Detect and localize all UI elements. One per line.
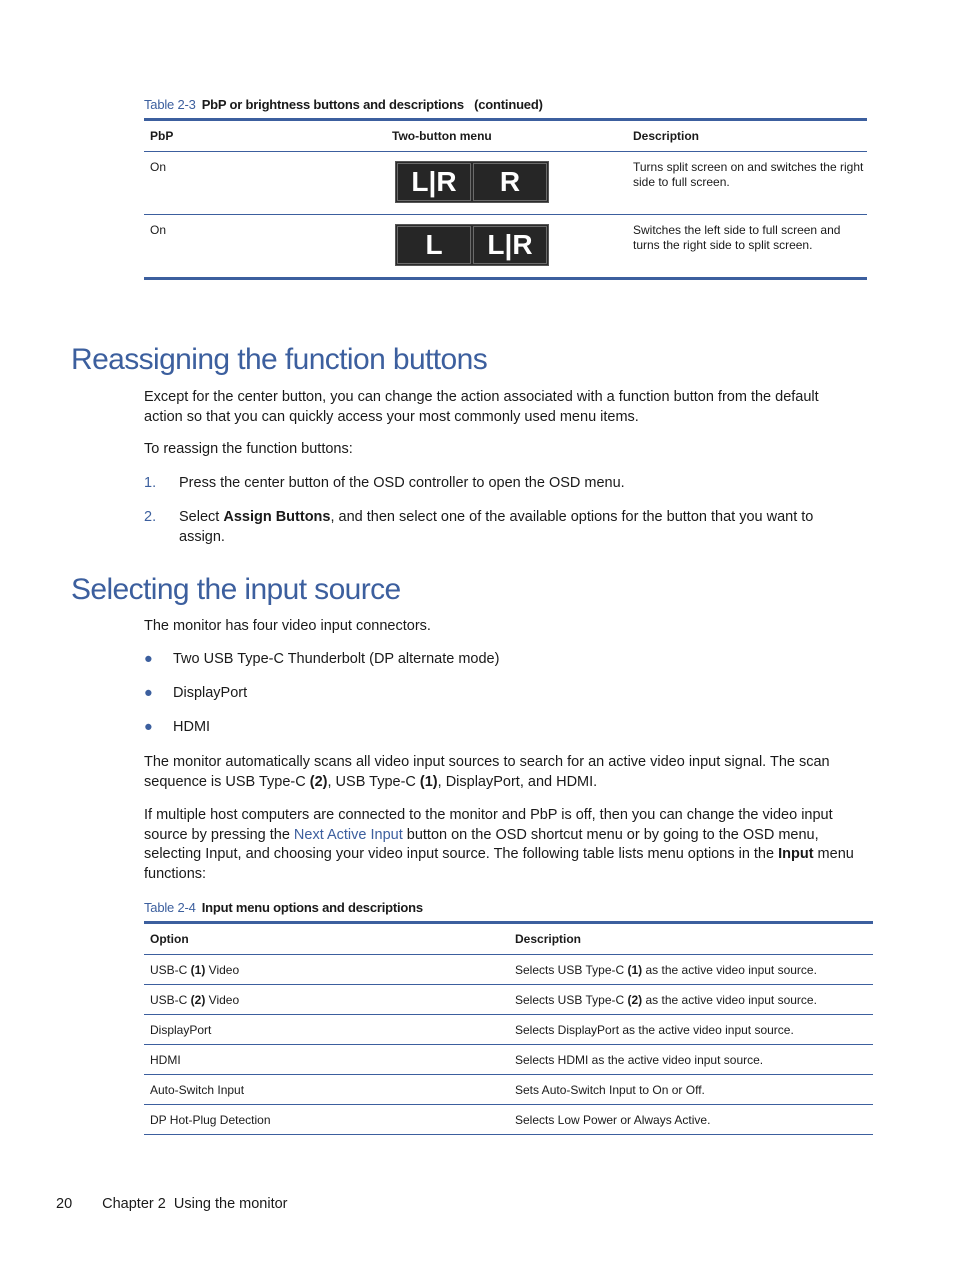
header-description: Description bbox=[633, 128, 700, 143]
step-number: 2. bbox=[144, 509, 157, 525]
text-bold: (2) bbox=[309, 773, 328, 790]
cell-text-bold: (2) bbox=[627, 992, 643, 1007]
list-item: DisplayPort bbox=[173, 685, 248, 701]
step-text: Press the center button of the OSD controller to open the OSD menu. bbox=[179, 475, 625, 491]
pbp-buttons-table bbox=[144, 118, 867, 280]
right-button-graphic: R bbox=[473, 163, 547, 201]
paragraph: To reassign the function buttons: bbox=[144, 441, 353, 457]
text-part: If multiple host computers are connected to the monitor and PbP is off, then you can change the video input source by pressing the bbox=[144, 807, 833, 843]
description-cell bbox=[509, 963, 873, 977]
table-header-row bbox=[144, 924, 873, 955]
table-title: PbP or brightness buttons and descriptions (continued) bbox=[201, 97, 543, 112]
text-bold: Input bbox=[778, 846, 814, 862]
table-2-3-caption bbox=[144, 97, 543, 112]
table-bottom-rule bbox=[144, 277, 867, 280]
cell-text: as the active video input source. bbox=[642, 992, 817, 1007]
header-option: Option bbox=[150, 932, 189, 946]
paragraph: The monitor has four video input connectors. bbox=[144, 618, 431, 634]
assign-buttons-term: Assign Buttons bbox=[223, 509, 331, 525]
text-part: , USB Type-C bbox=[327, 773, 420, 790]
chapter-title: Chapter 2 Using the monitor bbox=[102, 1196, 288, 1212]
paragraph bbox=[144, 806, 859, 884]
table-row bbox=[144, 1015, 873, 1045]
cell-text-bold: (1) bbox=[190, 962, 206, 977]
section-heading-reassigning: Reassigning the function buttons bbox=[71, 343, 488, 376]
option-cell: HDMI bbox=[150, 1052, 181, 1067]
description-cell bbox=[509, 993, 873, 1007]
page-number: 20 bbox=[56, 1196, 73, 1212]
table-row bbox=[144, 152, 867, 215]
header-two-button-menu: Two-button menu bbox=[392, 129, 492, 143]
input-menu-table bbox=[144, 921, 873, 1135]
section-heading-input-source: Selecting the input source bbox=[71, 573, 401, 606]
header-description: Description bbox=[515, 932, 582, 946]
step-text-part: Select bbox=[179, 509, 224, 525]
list-item: HDMI bbox=[173, 719, 211, 735]
cell-text: USB-C bbox=[150, 992, 191, 1007]
table-header-row bbox=[144, 121, 867, 152]
bullet-icon: ● bbox=[144, 719, 153, 735]
paragraph: Except for the center button, you can change the action associated with a function button from the default action so that you can quickly access your most commonly used menu items. bbox=[144, 389, 819, 425]
two-button-menu-cell bbox=[386, 152, 627, 214]
table-title: Input menu options and descriptions bbox=[201, 900, 423, 915]
option-cell: DP Hot-Plug Detection bbox=[150, 1112, 271, 1127]
left-button-graphic: L|R bbox=[397, 163, 471, 201]
cell-text: Video bbox=[205, 962, 240, 977]
header-pbp: PbP bbox=[150, 129, 174, 143]
table-number: Table 2-4 bbox=[144, 900, 196, 915]
option-cell bbox=[144, 993, 509, 1007]
list-item: Two USB Type-C Thunderbolt (DP alternate mode) bbox=[173, 651, 500, 667]
cell-text: Selects USB Type-C bbox=[515, 962, 628, 977]
text-part: , DisplayPort, and HDMI. bbox=[437, 773, 598, 790]
pbp-value: On bbox=[150, 160, 167, 174]
button-pair-graphic bbox=[395, 161, 549, 203]
table-row bbox=[144, 955, 873, 985]
pbp-value: On bbox=[150, 223, 167, 237]
description-cell: Selects Low Power or Always Active. bbox=[515, 1112, 711, 1127]
text-part: The monitor automatically scans all video input sources to search for an active video input signal. The scan sequence is USB Type-C bbox=[144, 754, 830, 790]
cell-text-bold: (2) bbox=[190, 992, 206, 1007]
left-button-graphic: L bbox=[397, 226, 471, 264]
table-row bbox=[144, 215, 867, 277]
page-footer bbox=[56, 1196, 288, 1212]
step-text-part: , and then select one of the available options for the button that you want to assign. bbox=[179, 509, 814, 545]
step-text bbox=[179, 508, 859, 547]
text-bold: (1) bbox=[419, 773, 438, 790]
description-cell: Selects DisplayPort as the active video input source. bbox=[515, 1022, 794, 1037]
description-cell: Switches the left side to full screen and turns the right side to split screen. bbox=[633, 223, 841, 252]
table-row bbox=[144, 1075, 873, 1105]
cell-text-bold: (1) bbox=[627, 962, 643, 977]
text-part: button on the OSD shortcut menu or by going to the OSD menu, selecting Input, and choosing your video input source. The following table lists menu options in the bbox=[144, 826, 819, 862]
cell-text: USB-C bbox=[150, 962, 191, 977]
text-part: menu functions: bbox=[144, 846, 854, 882]
step-number: 1. bbox=[144, 475, 157, 491]
next-active-input-link[interactable]: Next Active Input bbox=[293, 826, 403, 843]
table-row bbox=[144, 985, 873, 1015]
table-row bbox=[144, 1045, 873, 1075]
table-row bbox=[144, 1105, 873, 1135]
two-button-menu-cell bbox=[386, 215, 627, 277]
button-pair-graphic bbox=[395, 224, 549, 266]
option-cell: Auto-Switch Input bbox=[150, 1082, 245, 1097]
description-cell: Sets Auto-Switch Input to On or Off. bbox=[515, 1082, 705, 1097]
description-cell: Selects HDMI as the active video input source. bbox=[515, 1052, 764, 1067]
cell-text: Selects USB Type-C bbox=[515, 992, 628, 1007]
bullet-icon: ● bbox=[144, 685, 153, 701]
cell-text: as the active video input source. bbox=[642, 962, 817, 977]
right-button-graphic: L|R bbox=[473, 226, 547, 264]
table-number: Table 2-3 bbox=[144, 97, 196, 112]
table-2-4-caption bbox=[144, 900, 423, 915]
bullet-icon: ● bbox=[144, 651, 153, 667]
option-cell bbox=[144, 963, 509, 977]
option-cell: DisplayPort bbox=[150, 1022, 212, 1037]
cell-text: Video bbox=[205, 992, 240, 1007]
description-cell: Turns split screen on and switches the right side to full screen. bbox=[633, 160, 864, 189]
paragraph bbox=[144, 753, 859, 792]
